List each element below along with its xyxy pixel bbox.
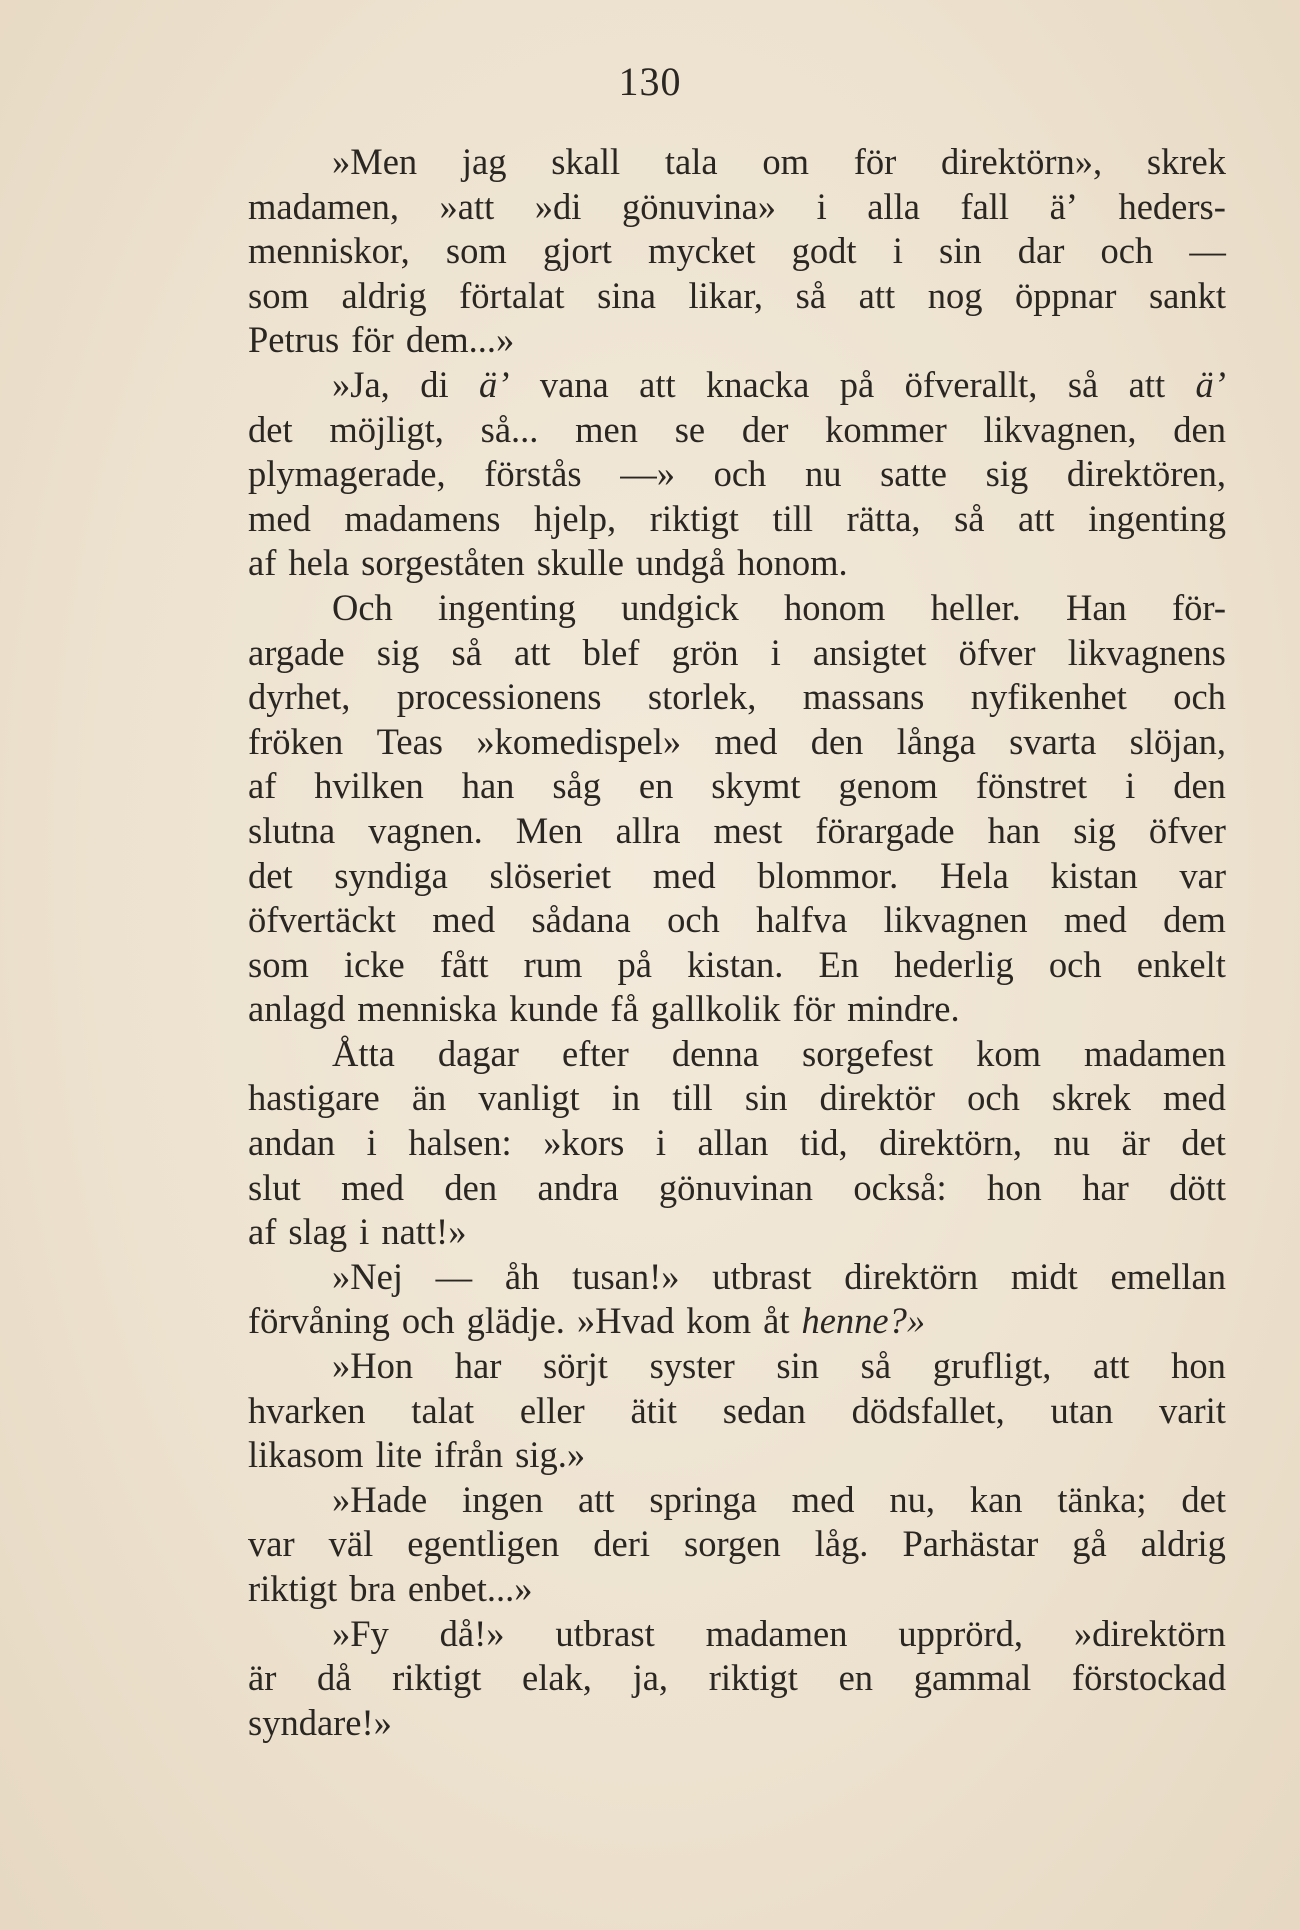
- text-line: af hvilken han såg en skymt genom fönstret i den: [248, 765, 1226, 807]
- text-line: plymagerade, förstås —» och nu satte sig direktören,: [248, 453, 1226, 495]
- text-line: anlagd menniska kunde få gallkolik för mindre.: [248, 988, 960, 1030]
- text-line: Åtta dagar efter denna sorgefest kom madamen: [332, 1032, 1226, 1074]
- text-line: »Nej — åh tusan!» utbrast direktörn midt emellan: [332, 1255, 1226, 1297]
- text-line: »Hade ingen att springa med nu, kan tänka; det: [332, 1478, 1226, 1520]
- text-line: hvarken talat eller ätit sedan dödsfallet, utan varit: [248, 1389, 1226, 1431]
- text-line: förvåning och glädje. »Hvad kom åt henne?»: [248, 1300, 926, 1342]
- text-line: Petrus för dem...»: [248, 319, 515, 361]
- text-line: »Hon har sörjt syster sin så grufligt, att hon: [332, 1345, 1226, 1387]
- text-line: riktigt bra enbet...»: [248, 1568, 533, 1609]
- text-line: »Ja, di ä’ vana att knacka på öfverallt, så att ä’: [332, 363, 1226, 405]
- text-line: af slag i natt!»: [248, 1211, 467, 1253]
- text-line: »Fy då!» utbrast madamen upprörd, »direktörn: [332, 1612, 1226, 1654]
- text-line: det möjligt, så... men se der kommer likvagnen, den: [248, 408, 1226, 450]
- text-line: dyrhet, processionens storlek, massans nyfikenhet och: [248, 676, 1226, 718]
- text-line: slutna vagnen. Men allra mest förargade han sig öfver: [248, 809, 1226, 851]
- text-line: slut med den andra gönuvinan också: hon har dött: [248, 1166, 1226, 1208]
- text-line: öfvertäckt med sådana och halfva likvagnen med dem: [248, 899, 1226, 941]
- text-line: med madamens hjelp, riktigt till rätta, så att ingenting: [248, 497, 1226, 539]
- text-line: fröken Teas »komedispel» med den långa svarta slöjan,: [248, 720, 1226, 762]
- text-line: som aldrig förtalat sina likar, så att nog öppnar sankt: [248, 274, 1226, 316]
- text-line: Och ingenting undgick honom heller. Han för-: [332, 586, 1226, 628]
- text-line: syndare!»: [248, 1701, 392, 1743]
- text-line: argade sig så att blef grön i ansigtet öfver likvagnens: [248, 631, 1226, 673]
- page-number: 130: [618, 59, 682, 104]
- text-line: madamen, »att »di gönuvina» i alla fall ä’ heders-: [248, 185, 1226, 227]
- text-line: andan i halsen: »kors i allan tid, direktörn, nu är det: [248, 1122, 1226, 1164]
- text-line: är då riktigt elak, ja, riktigt en gammal förstockad: [248, 1657, 1226, 1699]
- text-line: det syndiga slöseriet med blommor. Hela kistan var: [248, 854, 1226, 896]
- text-line: likasom lite ifrån sig.»: [248, 1434, 586, 1476]
- text-line: »Men jag skall tala om för direktörn», skrek: [332, 141, 1226, 182]
- body-text: [248, 140, 1226, 1745]
- text-line: menniskor, som gjort mycket godt i sin dar och —: [248, 230, 1226, 272]
- text-line: af hela sorgeståten skulle undgå honom.: [248, 542, 848, 584]
- text-line: som icke fått rum på kistan. En hederlig och enkelt: [248, 943, 1226, 985]
- text-line: hastigare än vanligt in till sin direktör och skrek med: [248, 1077, 1226, 1119]
- text-line: var väl egentligen deri sorgen låg. Parhästar gå aldrig: [248, 1523, 1226, 1565]
